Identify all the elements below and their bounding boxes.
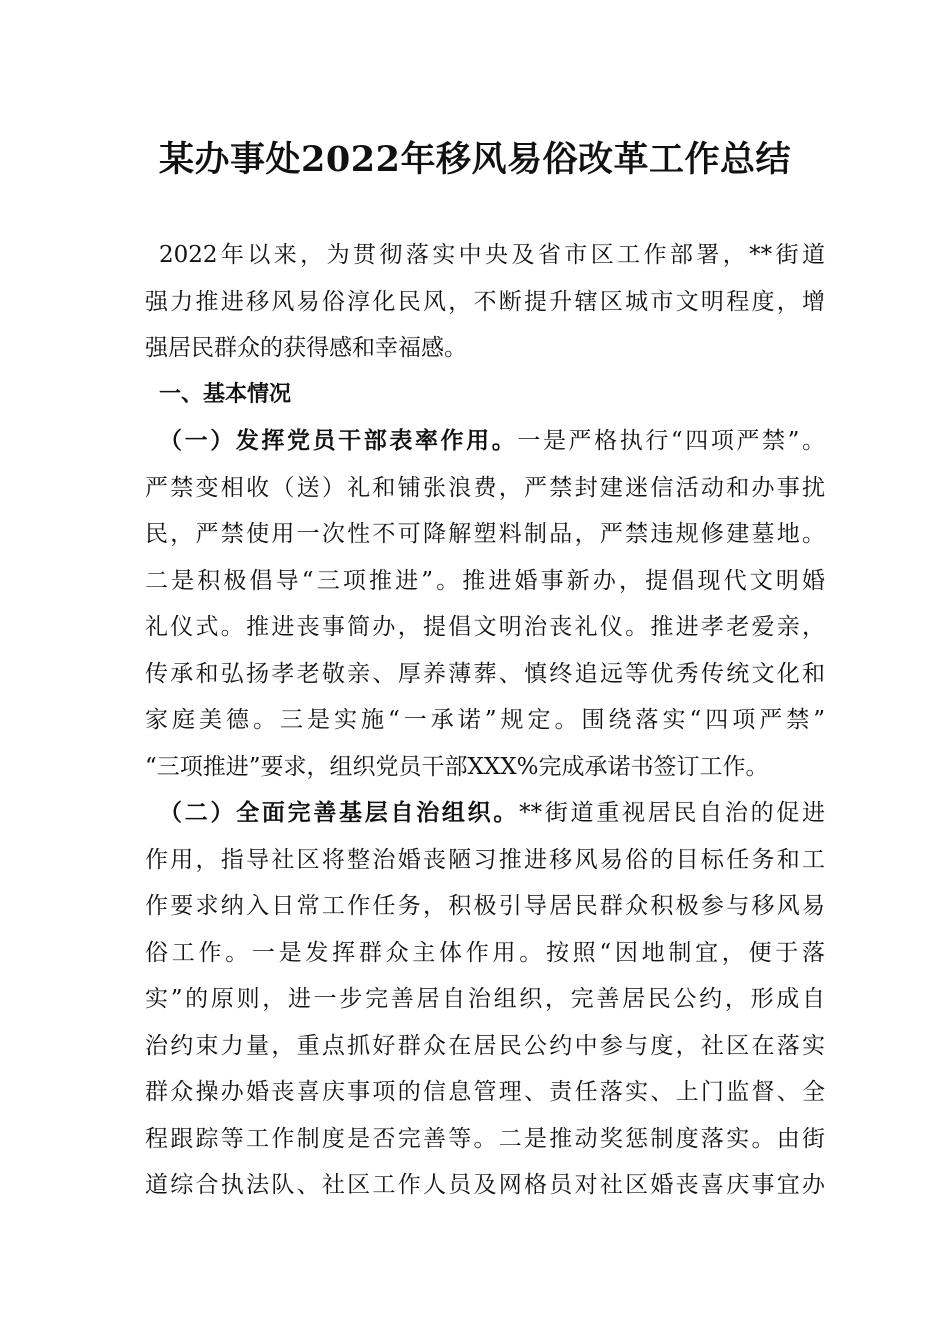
paragraph-line: 礼仪式。推进丧事简办，提倡文明治丧礼仪。推进孝老爱亲，: [145, 614, 825, 640]
paragraph-line: 道综合执法队、社区工作人员及网格员对社区婚丧喜庆事宜办: [145, 1172, 825, 1198]
paragraph-line: 治约束力量，重点抓好群众在居民公约中参与度，社区在落实: [145, 1032, 825, 1059]
intro-line: 强力推进移风易俗淳化民风，不断提升辖区城市文明程度，增: [145, 288, 825, 315]
paragraph-line: 实”的原则，进一步完善居自治组织，完善居民公约，形成自: [145, 986, 825, 1012]
part1-subheading: （一）发挥党员干部表率作用。: [159, 427, 518, 454]
part2-subheading: （二）全面完善基层自治组织。: [159, 799, 520, 826]
document-body: [145, 232, 825, 1209]
part1-first-line-rest: 一是严格执行“四项严禁”。: [517, 428, 825, 454]
paragraph-line: “三项推进”要求，组织党员干部XXX%完成承诺书签订工作。: [145, 753, 769, 780]
paragraph-line: 传承和弘扬孝老敬亲、厚养薄葬、慎终追远等优秀传统文化和: [145, 660, 825, 687]
paragraph-line: 民，严禁使用一次性不可降解塑料制品，严禁违规修建墓地。: [145, 521, 825, 547]
document-title: 某办事处2022年移风易俗改革工作总结: [159, 139, 791, 180]
part1-first-line: [145, 418, 825, 465]
paragraph-line: 作要求纳入日常工作任务，积极引导居民群众积极参与移风易: [145, 893, 825, 919]
paragraph-line: 作用，指导社区将整治婚丧陋习推进移风易俗的目标任务和工: [145, 846, 825, 873]
intro-line: 强居民群众的获得感和幸福感。: [145, 335, 467, 361]
paragraph-line: 家庭美德。三是实施“一承诺”规定。围绕落实“四项严禁”: [145, 707, 825, 733]
paragraph-line: 程跟踪等工作制度是否完善等。二是推动奖惩制度落实。由街: [145, 1125, 825, 1152]
intro-line: 2022年以来，为贯彻落实中央及省市区工作部署，**街道: [159, 242, 825, 268]
section-heading: 一、基本情况: [159, 381, 292, 407]
paragraph-line: 群众操办婚丧喜庆事项的信息管理、责任落实、上门监督、全: [145, 1079, 825, 1105]
paragraph-line: 严禁变相收（送）礼和铺张浪费，严禁封建迷信活动和办事扰: [145, 474, 825, 501]
paragraph-line: 二是积极倡导“三项推进”。推进婚事新办，提倡现代文明婚: [145, 567, 825, 594]
part2-first-line: [145, 790, 825, 837]
part2-first-line-rest: **街道重视居民自治的促进: [519, 800, 826, 826]
paragraph-line: 俗工作。一是发挥群众主体作用。按照“因地制宜，便于落: [145, 939, 825, 966]
